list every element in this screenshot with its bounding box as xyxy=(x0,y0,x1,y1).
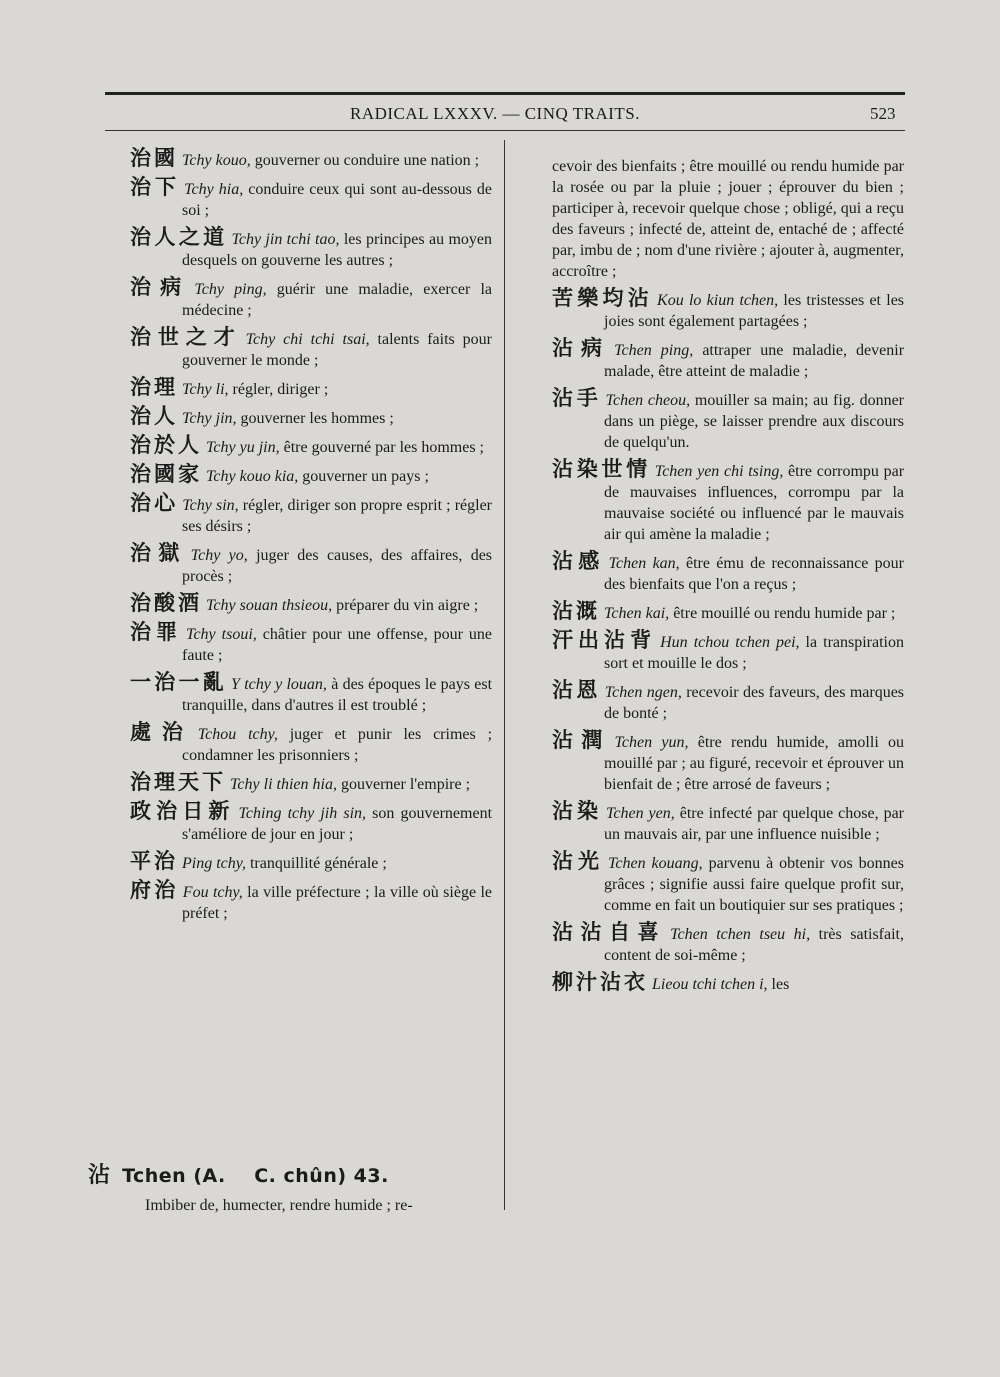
entry-transliteration: Tchy li, xyxy=(182,381,229,398)
entry-transliteration: Tchen tchen tseu hi, xyxy=(670,926,811,943)
dictionary-entry xyxy=(130,177,492,221)
left-entry-list xyxy=(130,148,492,924)
entry-characters: 沾溉 xyxy=(552,599,600,623)
dictionary-entry xyxy=(130,722,492,766)
entry-transliteration: Tchen kai, xyxy=(604,605,670,622)
entry-characters: 沾染世情 xyxy=(552,457,651,481)
entry-characters: 治獄 xyxy=(130,541,187,565)
entry-definition: châtier pour une offense, pour une faute ; xyxy=(182,626,493,664)
entry-transliteration: Tchy hia, xyxy=(184,181,244,198)
entry-transliteration: Tchy kouo, xyxy=(182,152,251,169)
entry-definition: gouverner un pays ; xyxy=(302,468,429,485)
dictionary-entry xyxy=(130,622,492,666)
entry-definition: être ému de reconnaissance pour des bienfaits que l'on a reçus ; xyxy=(604,555,905,593)
entry-characters: 沾沾自喜 xyxy=(552,920,667,944)
dictionary-entry xyxy=(130,801,492,845)
entry-transliteration: Tchen yen, xyxy=(605,805,675,822)
entry-characters: 治下 xyxy=(130,175,181,199)
right-column xyxy=(552,156,904,1001)
entry-transliteration: Tchy tsoui, xyxy=(186,626,257,643)
entry-transliteration: Tchou tchy, xyxy=(197,726,278,743)
entry-definition: conduire ceux qui sont au-dessous de soi ; xyxy=(182,181,493,219)
entry-definition: à des époques le pays est tranquille, dans d'autres il est troublé ; xyxy=(182,676,493,714)
headword-definition: Imbiber de, humecter, rendre humide ; re- xyxy=(145,1197,413,1214)
dictionary-entry xyxy=(552,601,904,624)
entry-transliteration: Tchen yen chi tsing, xyxy=(654,463,784,480)
dictionary-entry xyxy=(130,406,492,429)
entry-characters: 處治 xyxy=(130,720,194,744)
entry-transliteration: Tchy sin, xyxy=(182,497,239,514)
entry-definition: les tristesses et les joies sont également partagées ; xyxy=(604,292,905,330)
entry-definition: les xyxy=(771,976,790,993)
entry-characters: 治國 xyxy=(130,146,178,170)
entry-definition: la transpiration sort et mouille le dos ; xyxy=(604,634,904,672)
dictionary-entry xyxy=(552,922,904,966)
right-entry-list xyxy=(552,288,904,995)
entry-characters: 汗出沾背 xyxy=(552,628,657,652)
dictionary-entry xyxy=(130,493,492,537)
entry-characters: 沾染 xyxy=(552,799,602,823)
definition-continuation: cevoir des bienfaits ; être mouillé ou rendu humide par la rosée ou par la pluie ; jouer ; éprouver du bien ; participer à, recevoir quelque chose ; obligé, qui a reçu des faveurs ; infecté de, atteint de, entaché de ; affecté par, imbu de ; nom d'une rivière ; ajouter à, augmenter, accroître ; xyxy=(552,158,904,280)
dictionary-entry xyxy=(130,377,492,400)
dictionary-entry xyxy=(130,277,492,321)
headword-character: 沾 xyxy=(88,1163,111,1188)
dictionary-entry xyxy=(130,435,492,458)
entry-characters: 治人之道 xyxy=(130,225,228,249)
entry-characters: 平治 xyxy=(130,849,178,873)
entry-transliteration: Tchy jin tchi tao, xyxy=(231,231,340,248)
entry-transliteration: Lieou tchi tchen i, xyxy=(652,976,768,993)
entry-characters: 治理天下 xyxy=(130,770,226,794)
entry-characters: 治罪 xyxy=(130,620,183,644)
entry-definition: parvenu à obtenir vos bonnes grâces ; signifie aussi faire quelque profit sur, comme en fait un boutiquier sur ses pratiques ; xyxy=(604,855,904,914)
entry-transliteration: Tchy jin, xyxy=(182,410,237,427)
dictionary-entry xyxy=(130,593,492,616)
entry-transliteration: Tchen yun, xyxy=(614,734,689,751)
entry-definition: être corrompu par de mauvaises influences, corrompu par la mauvaise société ou influencé par le mauvais air qui amène la maladie ; xyxy=(604,463,905,543)
entry-definition: talents faits pour gouverner le monde ; xyxy=(182,331,492,369)
dictionary-entry xyxy=(552,630,904,674)
dictionary-entry xyxy=(552,551,904,595)
entry-definition: les principes au moyen desquels on gouverne les autres ; xyxy=(182,231,492,269)
entry-definition: être gouverné par les hommes ; xyxy=(283,439,484,456)
entry-transliteration: Tchy chi tchi tsai, xyxy=(245,331,370,348)
column-divider xyxy=(504,140,505,1210)
entry-characters: 苦樂均沾 xyxy=(552,286,654,310)
entry-characters: 沾手 xyxy=(552,386,602,410)
dictionary-entry xyxy=(552,851,904,916)
dictionary-entry xyxy=(130,327,492,371)
entry-characters: 治國家 xyxy=(130,462,202,486)
dictionary-entry xyxy=(130,227,492,271)
dictionary-entry xyxy=(130,543,492,587)
entry-definition: la ville préfecture ; la ville où siège le préfet ; xyxy=(182,884,492,922)
entry-characters: 治理 xyxy=(130,375,178,399)
entry-definition: très satisfait, content de soi-même ; xyxy=(604,926,905,964)
entry-definition: gouverner ou conduire une nation ; xyxy=(254,152,480,169)
entry-characters: 治病 xyxy=(130,275,191,299)
entry-characters: 沾恩 xyxy=(552,678,601,702)
entry-characters: 沾光 xyxy=(552,849,604,873)
entry-transliteration: Tchen ngen, xyxy=(604,684,682,701)
entry-definition: guérir une maladie, exercer la médecine ; xyxy=(182,281,492,319)
entry-transliteration: Tchy souan thsieou, xyxy=(206,597,333,614)
dictionary-entry xyxy=(130,464,492,487)
dictionary-entry xyxy=(130,880,492,924)
entry-transliteration: Hun tchou tchen pei, xyxy=(660,634,800,651)
headword xyxy=(88,1158,389,1189)
dictionary-entry xyxy=(552,338,904,382)
entry-transliteration: Tchy li thien hia, xyxy=(230,776,337,793)
entry-definition: juger des causes, des affaires, des procès ; xyxy=(182,547,493,585)
entry-characters: 政治日新 xyxy=(130,799,235,823)
entry-characters: 沾潤 xyxy=(552,728,611,752)
entry-definition: tranquillité générale ; xyxy=(249,855,387,872)
dictionary-entry xyxy=(552,388,904,453)
entry-characters: 沾感 xyxy=(552,549,605,573)
dictionary-entry xyxy=(130,672,492,716)
entry-characters: 治心 xyxy=(130,491,179,515)
entry-characters: 治世之才 xyxy=(130,325,242,349)
entry-definition: être mouillé ou rendu humide par ; xyxy=(673,605,896,622)
entry-characters: 治於人 xyxy=(130,433,202,457)
dictionary-entry xyxy=(552,972,904,995)
header-rule xyxy=(105,92,905,95)
entry-transliteration: Y tchy y louan, xyxy=(231,676,327,693)
entry-transliteration: Tchen kouang, xyxy=(607,855,703,872)
entry-characters: 治酸酒 xyxy=(130,591,202,615)
entry-definition: régler, diriger son propre esprit ; régler ses désirs ; xyxy=(182,497,492,535)
entry-definition: juger et punir les crimes ; condamner les prisonniers ; xyxy=(182,726,493,764)
entry-definition: gouverner les hommes ; xyxy=(240,410,394,427)
entry-transliteration: Ping tchy, xyxy=(182,855,246,872)
entry-definition: mouiller sa main; au fig. donner dans un piège, se laisser prendre aux discours de quelqu'un. xyxy=(604,392,905,451)
entry-transliteration: Tchy yo, xyxy=(190,547,248,564)
running-header: RADICAL LXXXV. — CINQ TRAITS. xyxy=(350,104,640,123)
dictionary-entry xyxy=(130,851,492,874)
entry-transliteration: Fou tchy, xyxy=(182,884,243,901)
entry-characters: 一治一亂 xyxy=(130,670,228,694)
entry-transliteration: Tchen ping, xyxy=(614,342,694,359)
dictionary-entry xyxy=(130,148,492,171)
entry-transliteration: Tchy yu jin, xyxy=(206,439,280,456)
page-number: 523 xyxy=(870,104,896,123)
header-underline xyxy=(105,130,905,131)
left-column xyxy=(130,148,492,930)
entry-definition: être infecté par quelque chose, par un mauvais air, par une influence nuisible ; xyxy=(604,805,904,843)
entry-characters: 柳汁沾衣 xyxy=(552,970,648,994)
entry-transliteration: Tchen kan, xyxy=(608,555,680,572)
entry-transliteration: Tchy kouo kia, xyxy=(206,468,299,485)
dictionary-entry xyxy=(552,459,904,545)
entry-characters: 治人 xyxy=(130,404,178,428)
entry-definition: attraper une maladie, devenir malade, être atteint de maladie ; xyxy=(604,342,905,380)
dictionary-entry xyxy=(552,680,904,724)
entry-characters: 沾病 xyxy=(552,336,611,360)
entry-characters: 府治 xyxy=(130,878,179,902)
entry-transliteration: Kou lo kiun tchen, xyxy=(657,292,779,309)
entry-transliteration: Tchy ping, xyxy=(194,281,267,298)
dictionary-entry xyxy=(552,288,904,332)
headword-pronunciation: Tchen (A. C. chûn) 43. xyxy=(122,1165,389,1187)
dictionary-entry xyxy=(130,772,492,795)
entry-transliteration: Tchen cheou, xyxy=(605,392,691,409)
entry-definition: gouverner l'empire ; xyxy=(340,776,471,793)
dictionary-entry xyxy=(552,801,904,845)
entry-definition: son gouvernement s'améliore de jour en jour ; xyxy=(182,805,493,843)
entry-transliteration: Tching tchy jih sin, xyxy=(238,805,367,822)
entry-definition: régler, diriger ; xyxy=(232,381,329,398)
dictionary-entry xyxy=(552,730,904,795)
entry-definition: recevoir des faveurs, des marques de bonté ; xyxy=(604,684,905,722)
entry-definition: préparer du vin aigre ; xyxy=(336,597,479,614)
entry-definition: être rendu humide, amolli ou mouillé par ; au figuré, recevoir et éprouver un bienfait de ; être arrosé de faveurs ; xyxy=(604,734,905,793)
